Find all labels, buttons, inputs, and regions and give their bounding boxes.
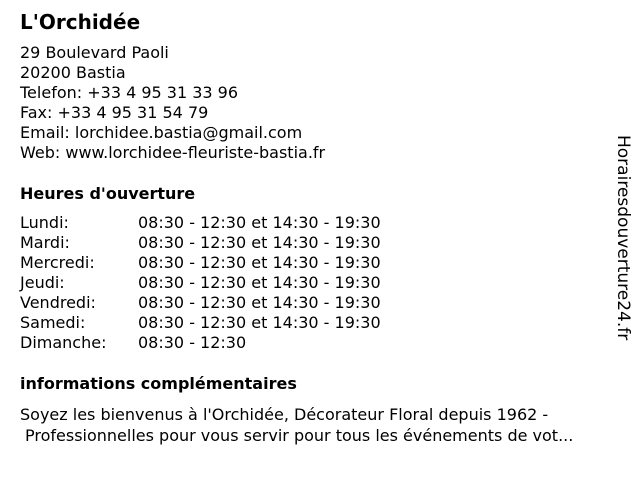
fax-number: Fax: +33 4 95 31 54 79 [20, 103, 209, 122]
hours-day: Mardi: [20, 233, 70, 252]
hours-time: 08:30 - 12:30 [138, 333, 247, 352]
hours-row-dimanche [20, 333, 381, 353]
hours-row-mardi [20, 233, 381, 253]
additional-info-text [20, 404, 573, 446]
hours-day: Samedi: [20, 313, 86, 332]
hours-row-jeudi [20, 273, 381, 293]
hours-day: Mercredi: [20, 253, 95, 272]
watermark-text: Horairesdouverture24.fr [613, 135, 633, 341]
hours-row-lundi [20, 213, 381, 233]
shop-name: L'Orchidée [20, 10, 141, 34]
opening-hours-table [20, 213, 381, 353]
hours-time: 08:30 - 12:30 et 14:30 - 19:30 [138, 233, 381, 252]
hours-day: Dimanche: [20, 333, 107, 352]
email-address: Email: lorchidee.bastia@gmail.com [20, 123, 303, 142]
hours-time: 08:30 - 12:30 et 14:30 - 19:30 [138, 213, 381, 232]
contact-block [20, 43, 325, 163]
info-line-1: Soyez les bienvenus à l'Orchidée, Décorateur Floral depuis 1962 - [20, 405, 549, 424]
address-city: 20200 Bastia [20, 63, 126, 82]
info-line-2: Professionnelles pour vous servir pour tous les événements de vot... [25, 426, 574, 445]
hours-day: Jeudi: [20, 273, 65, 292]
additional-info-heading: informations complémentaires [20, 374, 297, 393]
website-address: Web: www.lorchidee-fleuriste-bastia.fr [20, 143, 326, 162]
watermark [610, 135, 636, 373]
hours-row-mercredi [20, 253, 381, 273]
hours-time: 08:30 - 12:30 et 14:30 - 19:30 [138, 273, 381, 292]
hours-day: Lundi: [20, 213, 69, 232]
hours-row-samedi [20, 313, 381, 333]
phone-number: Telefon: +33 4 95 31 33 96 [20, 83, 239, 102]
hours-time: 08:30 - 12:30 et 14:30 - 19:30 [138, 253, 381, 272]
hours-time: 08:30 - 12:30 et 14:30 - 19:30 [138, 313, 381, 332]
hours-time: 08:30 - 12:30 et 14:30 - 19:30 [138, 293, 381, 312]
address-street: 29 Boulevard Paoli [20, 43, 169, 62]
hours-row-vendredi [20, 293, 381, 313]
opening-hours-heading: Heures d'ouverture [20, 184, 196, 203]
hours-day: Vendredi: [20, 293, 96, 312]
